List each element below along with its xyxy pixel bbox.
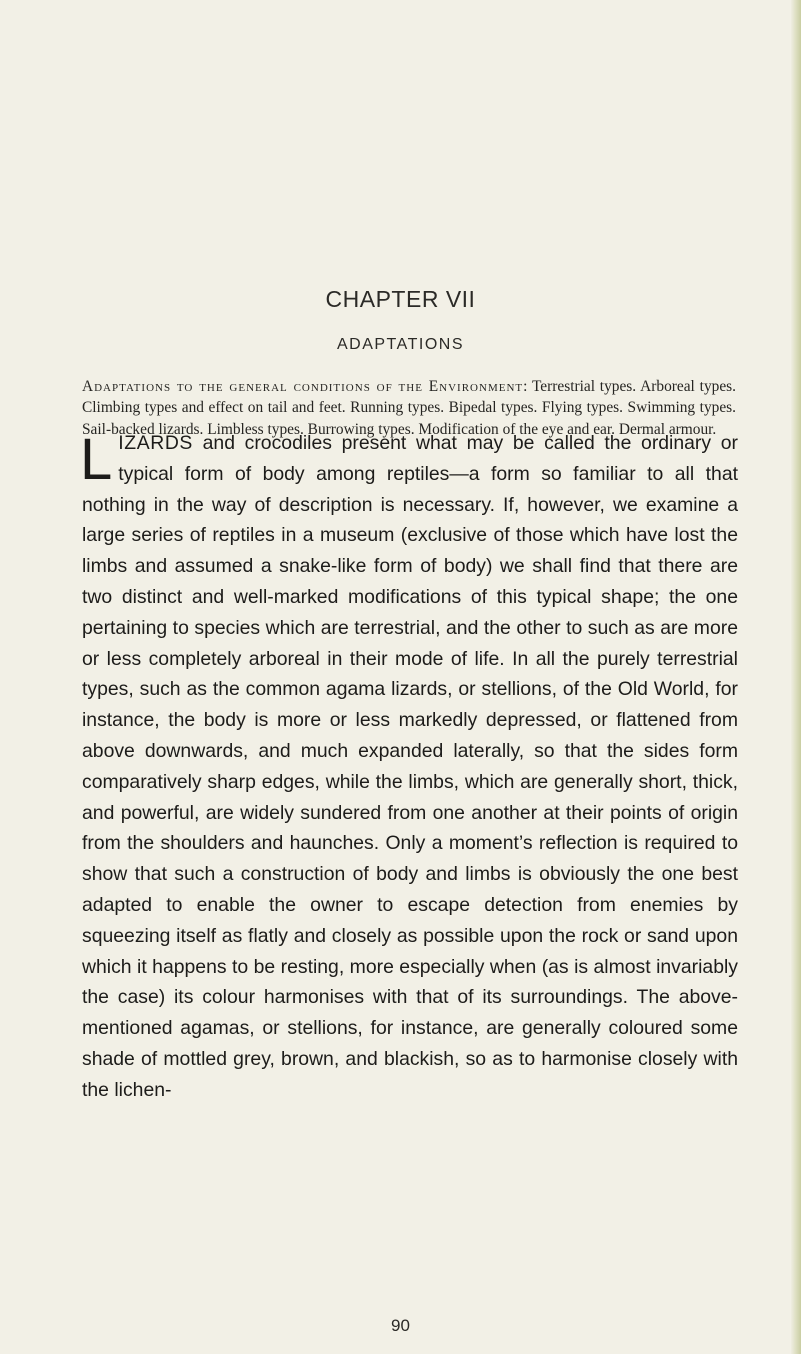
paragraph-text: and crocodiles present what may be called the ordinary or typical form of body among reptiles—a form so familiar to all that nothing in the way of description is necessary. If, however, we examine a large series of reptiles in a museum (exclusive of those which have lost the limbs and assumed a snake-like form of body) we shall find that there are two distinct and well-marked modifications of this typical shape; the one pertaining to species which are terrestrial, and the other to such as are more or less completely arboreal in their mode of life. In all the purely terrestrial types, such as the common agama lizards, or stellions, of the Old World, for instance, the body is more or less markedly depressed, or flattened from above downwards, and much expanded laterally, so that the sides form comparatively sharp edges, while the limbs, which are generally short, thick, and powerful, are widely sundered from one another at their points of origin from the shoulders and haunches. Only a moment’s reflection is required to show that such a construction of body and limbs is obviously the one best adapted to enable the owner to escape detection from enemies by squeezing itself as flatly and closely as possible upon the rock or sand upon which it happens to be resting, more especially when (as is almost invariably the case) its colour harmonises with that of its surroundings. The above-mentioned agamas, or stellions, for instance, are generally coloured some shade of mottled grey, brown, and blackish, so as to harmonise closely with the lichen- (82, 432, 738, 1101)
first-word-rest: IZARDS (118, 432, 193, 454)
chapter-title: ADAPTATIONS (336, 336, 465, 353)
page-edge (791, 0, 801, 1354)
synopsis-text: : Terrestrial types. Arboreal types. Climbing types and effect on tail and feet. Running types. Bipedal types. Flying types. Swimming types. Sail-backed lizards. Limbless types. Burrowing types. Modification of the eye and ear. Dermal armour. (82, 378, 736, 438)
page-number: 90 (391, 1316, 410, 1335)
body-paragraph (82, 428, 738, 1106)
drop-cap: L (80, 427, 113, 492)
chapter-heading: CHAPTER VII (325, 286, 476, 312)
synopsis-lead: Adaptations to the general conditions of the Environment (82, 378, 524, 395)
